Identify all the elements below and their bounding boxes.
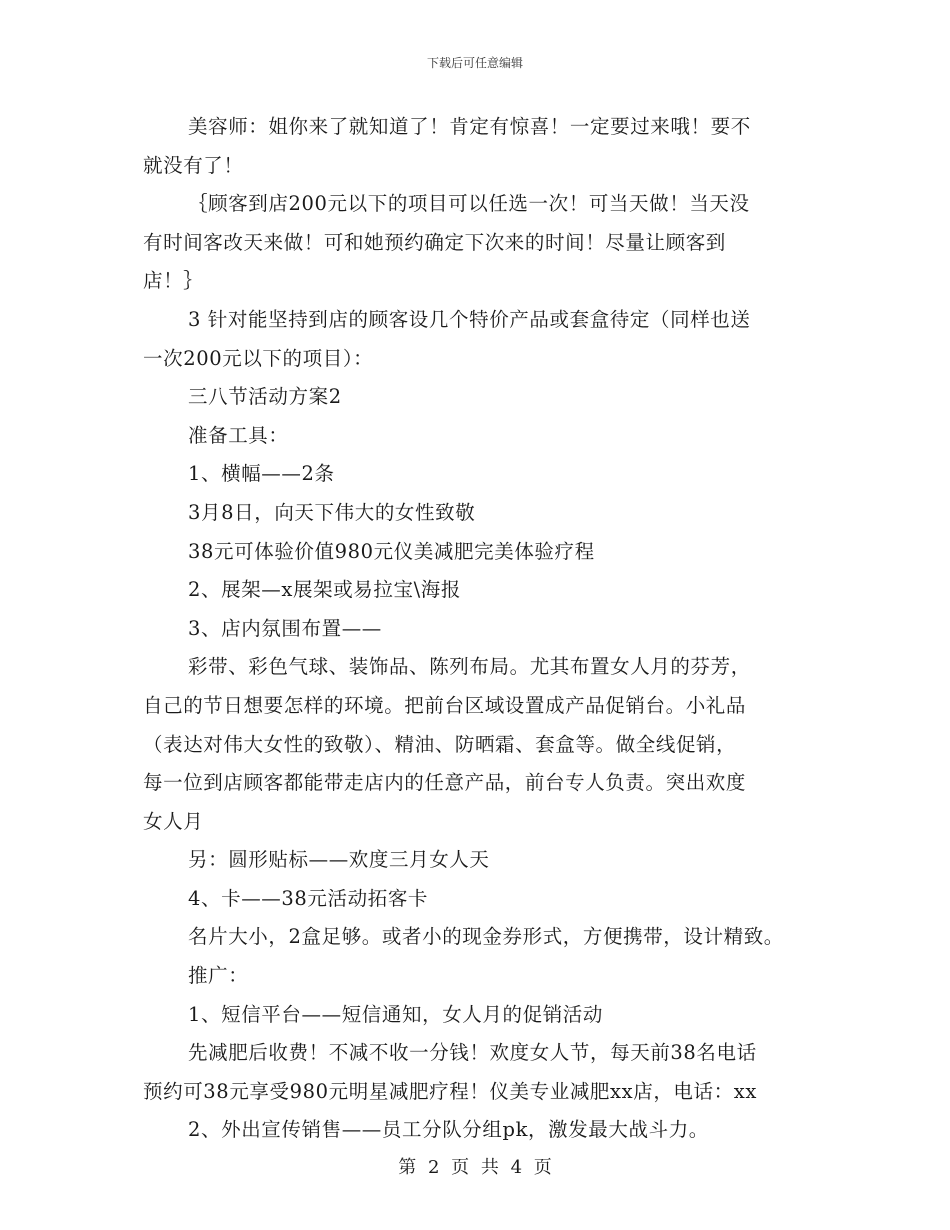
text-line: 3月8日，向天下伟大的女性致敬 xyxy=(188,500,476,524)
text-line: 一次200元以下的项目）： xyxy=(143,346,374,370)
text-line: 名片大小，2盒足够。或者小的现金券形式，方便携带，设计精致。 xyxy=(188,925,784,949)
text-line: 彩带、彩色气球、装饰品、陈列布局。尤其布置女人月的芬芳， xyxy=(188,655,751,679)
text-line: 美容师：姐你来了就知道了！肯定有惊喜！一定要过来哦！要不 xyxy=(188,115,751,138)
text-line: 2、展架—x展架或易拉宝\海报 xyxy=(188,578,461,602)
text-line: 店！｝ xyxy=(143,269,204,293)
text-line: 3、店内氛围布置—— xyxy=(188,616,382,640)
document-body xyxy=(143,108,833,1150)
page-header: 下载后可任意编辑 xyxy=(426,56,523,70)
text-line: （表达对伟大女性的致敬）、精油、防晒霜、套盒等。做全线促销， xyxy=(143,732,737,756)
text-line: 每一位到店顾客都能带走店内的任意产品，前台专人负责。突出欢度 xyxy=(143,771,747,795)
text-line: 3 针对能坚持到店的顾客设几个特价产品或套盒待定（同样也送 xyxy=(188,307,751,331)
text-line: 推广： xyxy=(188,964,249,988)
text-line: 另：圆形贴标——欢度三月女人天 xyxy=(188,848,490,872)
text-line: 自己的节日想要怎样的环境。把前台区域设置成产品促销台。小礼品 xyxy=(143,693,747,717)
page-footer: 第 2 页 共 4 页 xyxy=(398,1157,552,1178)
text-line: 就没有了！ xyxy=(143,153,244,177)
text-line: 三八节活动方案2 xyxy=(188,385,342,409)
text-line: 有时间客改天来做！可和她预约确定下次来的时间！尽量让顾客到 xyxy=(143,230,726,254)
text-line: 准备工具： xyxy=(188,423,289,447)
text-line: 1、横幅——2条 xyxy=(188,462,335,486)
text-line: 4、卡——38元活动拓客卡 xyxy=(188,886,429,910)
text-line: 2、外出宣传销售——员工分队分组pk，激发最大战斗力。 xyxy=(188,1118,709,1142)
text-line: 38元可体验价值980元仪美减肥完美体验疗程 xyxy=(188,539,595,563)
text-line: ｛顾客到店200元以下的项目可以任选一次！可当天做！当天没 xyxy=(188,192,750,216)
text-line: 先减肥后收费！不减不收一分钱！欢度女人节，每天前38名电话 xyxy=(188,1041,757,1065)
text-line: 预约可38元享受980元明星减肥疗程！仪美专业减肥xx店，电话：xx xyxy=(143,1079,757,1103)
text-line: 1、短信平台——短信通知，女人月的促销活动 xyxy=(188,1002,604,1026)
text-line: 女人月 xyxy=(143,809,204,833)
